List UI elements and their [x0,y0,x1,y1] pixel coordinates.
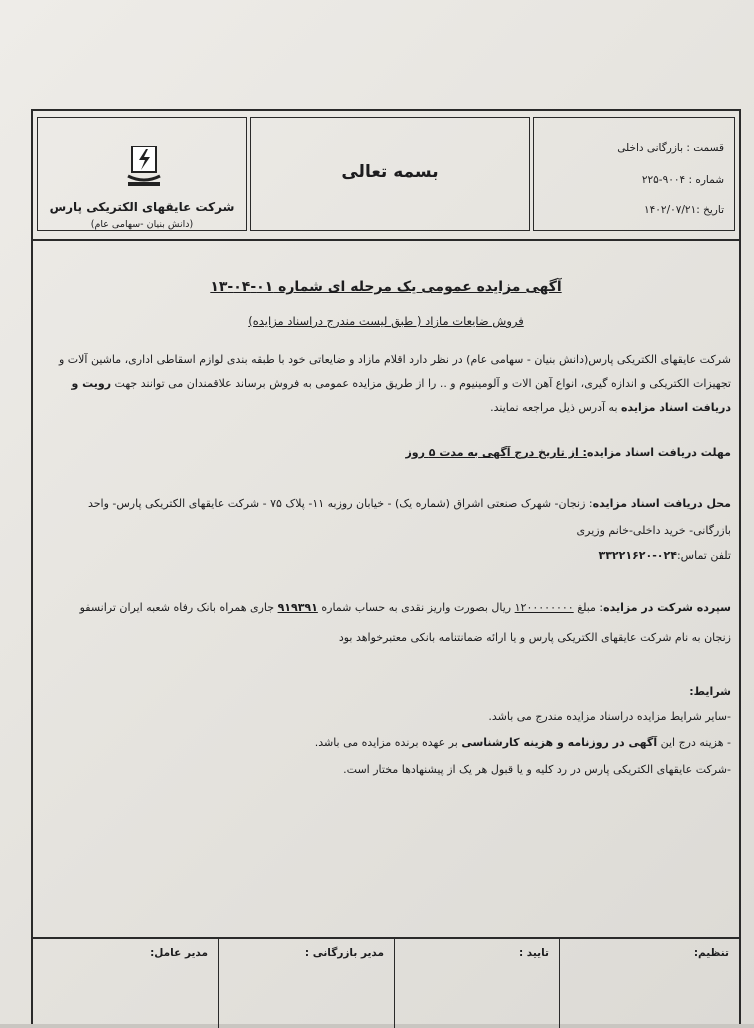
letter-sheet [31,109,741,1024]
ceo-label: مدیر عامل: [150,947,208,959]
intro-line-2 [39,377,731,390]
auction-title: آگهی مزایده عمومی یک مرحله ای شماره ۰۱-۰۴-۱۳ [210,279,562,295]
condition-2-text-c: بر عهده برنده مزایده می باشد. [314,736,462,749]
approve-label: تایید : [518,947,549,959]
phone-label: تلفن تماس: [676,549,731,562]
conditions-heading [39,685,731,698]
deposit-text-1: : مبلغ [573,601,604,614]
deadline-text: : از تاریخ درج آگهی به مدت ۵ روز [405,446,587,459]
deposit-line-1 [39,601,731,614]
company-box [37,117,247,231]
condition-1-text: -سایر شرایط مزایده دراسناد مزایده مندرج می باشد. [488,710,731,723]
commercial-manager-label: مدیر بازرگانی : [304,947,384,959]
account-number: ۹۱۹۳۹۱ [277,601,318,614]
bismillah-heading: بسمه تعالی [341,162,439,182]
intro-text-1: شرکت عایقهای الکتریکی پارس(دانش بنیان - سهامی عام) در نظر دارد اقلام مازاد و ضایعاتی خود با طبقه بندی لوازم اسقاطی اداری، ماشین آلات و [58,353,731,366]
approve-cell [394,939,559,1028]
company-subtitle: (دانش بنیان -سهامی عام) [90,219,194,230]
condition-1 [39,710,731,723]
auction-subtitle: فروش ضایعات مازاد ( طبق لیست مندرج دراسناد مزایده) [248,314,524,328]
intro-text-2: تجهیزات الکتریکی و اندازه گیری، انواع آهن الات و آلومینیوم و .. را از طریق مزایده عمومی به فروش برساند علاقمندان می توانند جهت [111,377,731,390]
location-label: محل دریافت اسناد مزایده [592,497,731,510]
intro-bold-view: رویت و [71,377,112,390]
prepared-label: تنظیم: [693,947,729,959]
letterhead [33,111,739,241]
reference-box [533,117,735,231]
condition-2-text-a: - هزینه درج این [657,736,731,749]
location-line-1 [39,497,731,510]
company-logo-icon [126,146,162,188]
location-text-2: بازرگانی- خرید داخلی-خانم وزیری [576,524,731,537]
intro-line-3 [39,401,731,414]
condition-3 [39,763,731,776]
condition-2-bold: آگهی در روزنامه و هزینه کارشناسی [461,736,658,749]
deposit-amount: ۱۲۰۰۰۰۰۰۰۰ [514,601,574,614]
intro-bold-receive: دریافت اسناد مزایده [621,401,731,414]
phone-line [39,549,731,562]
deadline-label: مهلت دریافت اسناد مزایده [586,446,731,459]
location-text-1: : زنجان- شهرک صنعتی اشراق (شماره یک) - خیابان روزبه ۱۱- پلاک ۷۵ - شرکت عایقهای الکتریکی پارس- واحد [87,497,593,510]
deposit-text-2: ریال بصورت واریز نقدی به حساب شماره [317,601,515,614]
number-line: شماره : ۹۰۰۴-۲۲۵ [641,174,724,186]
conditions-label: شرایط: [689,685,731,698]
deadline-line [39,446,731,459]
condition-2 [39,736,731,749]
intro-text-3: به آدرس ذیل مراجعه نمایند. [490,401,621,414]
location-line-2 [39,524,731,537]
condition-3-text: -شرکت عایقهای الکتریکی پارس در رد کلیه و یا قبول هر یک از پیشنهادها مختار است. [343,763,731,776]
commercial-manager-cell [218,939,394,1028]
deposit-line-2 [39,631,731,644]
deposit-text-3: جاری همراه بانک رفاه شعبه ایران ترانسفو [79,601,278,614]
deposit-text-4: زنجان به نام شرکت عایقهای الکتریکی پارس و یا ارائه ضمانتنامه بانکی معتبرخواهد بود [338,631,731,644]
signature-row [33,937,739,1028]
phone-value: ۰۲۴-۳۳۲۲۱۶۲۰ [598,549,677,562]
bismillah-box [250,117,530,231]
date-line: تاریخ :۱۴۰۲/۰۷/۲۱ [644,204,724,216]
prepared-cell [559,939,739,1028]
ceo-cell [33,939,218,1028]
intro-line-1 [39,353,731,366]
section-line: قسمت : بازرگانی داخلی [617,142,724,154]
deposit-label: سپرده شرکت در مزایده [603,601,731,614]
company-name: شرکت عایقهای الکتریکی پارس [49,200,235,214]
